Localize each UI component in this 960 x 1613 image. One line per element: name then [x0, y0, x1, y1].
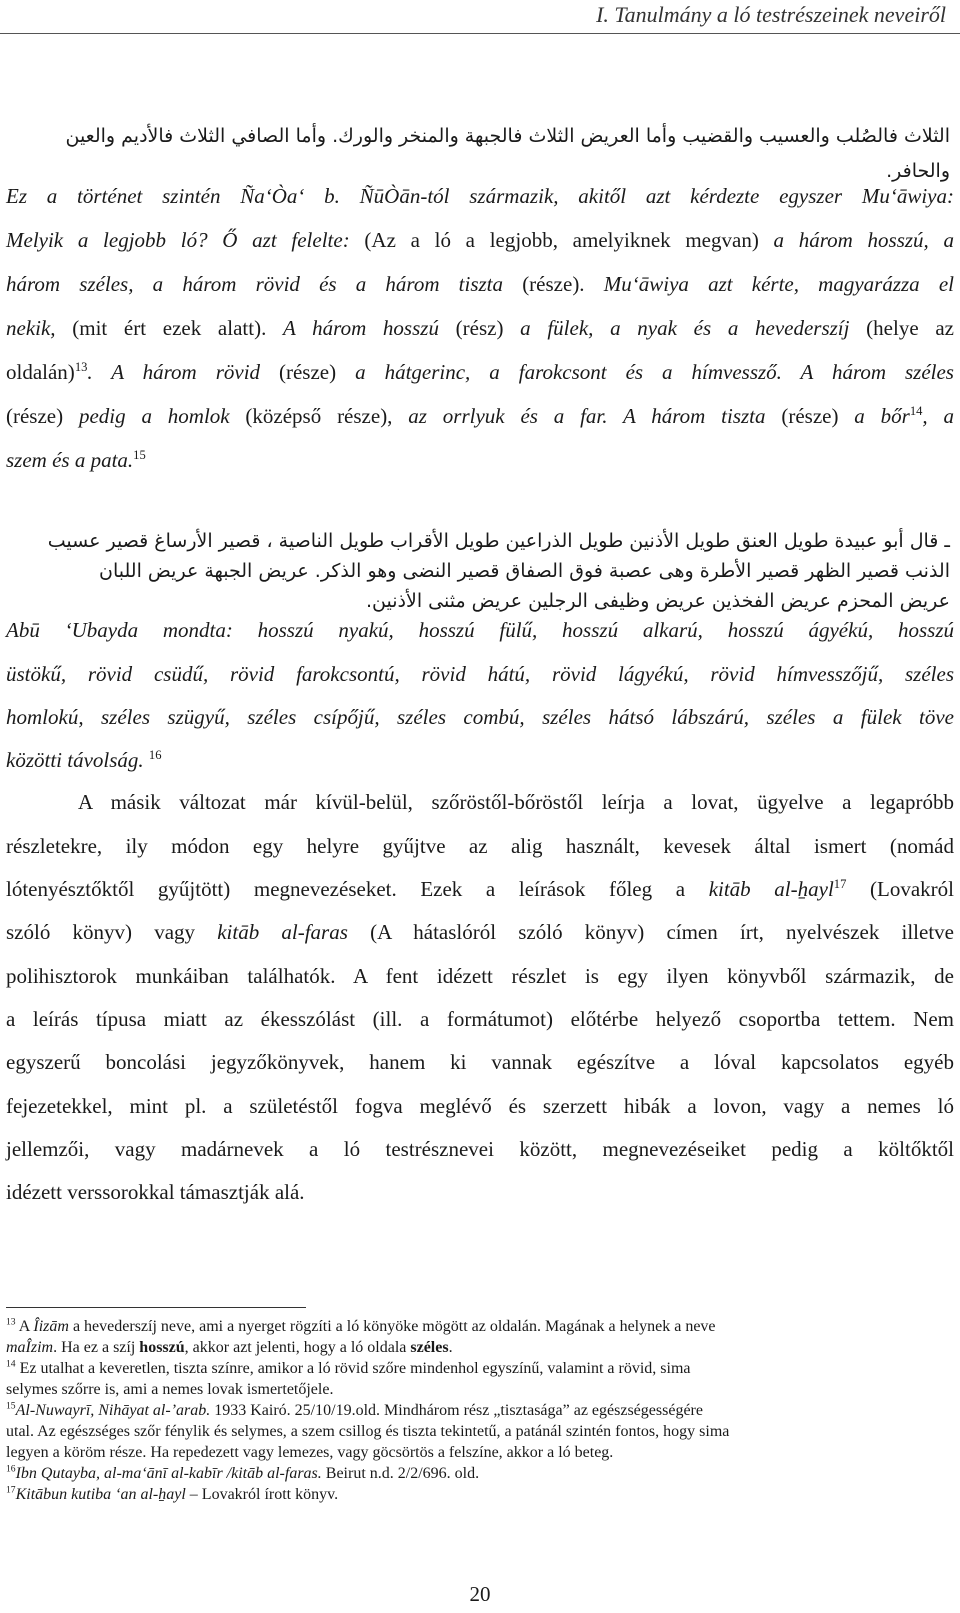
- quote-line: [6, 272, 954, 297]
- paragraph-line: [6, 834, 954, 859]
- quote-text: nekik,: [6, 316, 56, 340]
- page-number: 20: [469, 1582, 491, 1606]
- arabic-line-1: الثلاث فالصُلب والعسيب والقضيب وأما العريض الثلاث فالجبهة والمنخر والورك. وأما الصافي الثلاث فالأديم والعين: [65, 125, 950, 147]
- quote-text: , a: [922, 404, 954, 428]
- paragraph-text: a leírás típusa miatt az ékesszólást (ill. a formátumot) előtérbe helyező csoportba tettem. Nem: [6, 1007, 954, 1031]
- footnote-divider: [6, 1307, 306, 1308]
- footnote-text: 1933 Kairó. 25/10/19.old. Mindhárom rész „tisztasága” az egészségességére: [210, 1402, 703, 1419]
- paragraph-text: (Lovakról: [846, 877, 954, 901]
- paragraph-text: polihisztorok munkáiban találhatók. A fent idézett részlet is egy ilyen könyvből származik, de: [6, 964, 954, 988]
- quote-insert: (Az a ló a legjobb, amelyiknek megvan): [349, 228, 774, 252]
- quote-insert: (rész): [438, 316, 521, 340]
- arabic-line-2: والحافر.: [886, 160, 950, 182]
- footnote-term: Kitābun kutiba ‘an al-ẖayl: [15, 1486, 186, 1503]
- quote-text: a három hosszú, a: [773, 228, 955, 252]
- quote-insert: (középső része),: [229, 404, 409, 428]
- paragraph-text: részletekre, ily módon egy helyre gyűjtve az alig használt, kevesek által ismert (nomád: [6, 834, 954, 858]
- paragraph-line: [6, 1050, 954, 1075]
- footnote-text: selymes szőrre is, ami a nemes lovak ismertetőjele.: [6, 1381, 334, 1398]
- footnote-16: [6, 1463, 956, 1484]
- paragraph-text: fejezetekkel, mint pl. a születéstől fogva meglévő és szerzett hibák a lovon, vagy a nemes ló: [6, 1094, 954, 1118]
- paragraph-text: (A hátaslóról szóló könyv) címen írt, nyelvészek illetve: [347, 920, 954, 944]
- paragraph-line: [6, 877, 954, 902]
- header-divider: [0, 33, 960, 34]
- paragraph-line: [6, 964, 954, 989]
- footnote-term: Ibn Qutayba, al-ma‘ānī al-kabīr /kitāb al-faras.: [15, 1465, 322, 1482]
- quote-text: pedig a homlok: [78, 404, 230, 428]
- footnote-number: 14: [6, 1358, 16, 1370]
- footnote-text: Beirut n.d. 2/2/696. old.: [321, 1465, 480, 1482]
- quote-text: A három hosszú: [283, 316, 439, 340]
- quote-text: közötti távolság.: [6, 748, 144, 772]
- paragraph-line: [78, 790, 954, 815]
- footnote-17: [6, 1484, 956, 1505]
- quote-text: A három tiszta: [607, 404, 766, 428]
- term-text: kitāb al-ẖayl: [708, 877, 834, 901]
- quote-text: homlokú, széles szügyű, széles csípőjű, széles combú, széles hátsó lábszárú, széles a fülek töve: [6, 705, 954, 729]
- quote-line: [6, 448, 954, 473]
- quote-text: A három széles: [781, 360, 954, 384]
- quote-insert: (mit ért ezek alatt).: [55, 316, 284, 340]
- quote-line: [6, 404, 954, 429]
- quote-line: [6, 618, 954, 643]
- footnote-bold: széles: [410, 1339, 449, 1356]
- footnote-15: [6, 1400, 956, 1463]
- paragraph-text: idézett verssorokkal támasztják alá.: [6, 1180, 305, 1204]
- paragraph-text: lótenyésztőktől gyűjtött) megnevezéseket. Ezek a leírások főleg a: [6, 877, 709, 901]
- quote-insert: (része): [765, 404, 855, 428]
- quote-text: a hátgerinc, a farokcsont és a hímvessző.: [355, 360, 782, 384]
- running-header: I. Tanulmány a ló testrészeinek neveiről: [596, 2, 946, 27]
- quote-text: az orrlyuk és a far.: [408, 404, 608, 428]
- quote-text: a bőr: [854, 404, 910, 428]
- paragraph-text: A másik változat már kívül-belül, szőröstől-bőröstől leírja a lovat, ügyelve a legapróbb: [78, 790, 954, 814]
- footnote-13: [6, 1316, 956, 1358]
- footnote-text: , akkor azt jelenti, hogy a ló oldala: [184, 1339, 411, 1356]
- quote-insert: (helye az: [849, 316, 954, 340]
- footnote-ref: 14: [909, 404, 923, 418]
- footnote-14: [6, 1358, 956, 1400]
- footnote-ref: 17: [833, 877, 847, 891]
- footnote-term: maÎzim: [6, 1339, 54, 1356]
- footnote-ref: 13: [74, 360, 88, 374]
- quote-insert: oldalán): [6, 360, 75, 384]
- footnote-number: 15: [6, 1400, 16, 1412]
- paragraph-text: jellemzői, vagy madárnevek a ló testrésznevei között, megnevezéseiket pedig a költőktől: [6, 1137, 954, 1161]
- quote-line: [6, 360, 954, 385]
- quote-text: három széles, a három rövid és a három tiszta: [6, 272, 504, 296]
- quote-text: Melyik a legjobb ló? Ő azt felelte:: [6, 228, 350, 252]
- paragraph-line: [6, 1137, 954, 1162]
- footnote-text: a hevederszíj neve, ami a nyerget rögzíti a ló könyöke mögött az oldalán. Magának a helynek a neve: [68, 1318, 716, 1335]
- arabic-line-1: ـ قال أبو عبيدة طويل العنق طويل الأذنين طويل الذراعين طويل الأقراب طويل الناصية ، قصير الأرساغ قصير عسيب: [47, 530, 950, 552]
- footnote-ref: 16: [148, 748, 162, 762]
- footnote-bold: hosszú: [139, 1339, 185, 1356]
- paragraph-text: egyszerű boncolási jegyzőkönyvek, hanem ki vannak egészítve a lóval kapcsolatos egyéb: [6, 1050, 954, 1074]
- footnote-text: utal. Az egészséges szőr fénylik és selymes, a szem csillog és tiszta tekintetű, a patánál szintén fontos, hogy sima: [6, 1423, 730, 1440]
- quote-text: szem és a pata.: [6, 448, 134, 472]
- arabic-line-3: عريض المحزم عريض الفخذين عريض وظيفى الرجلين عريض مثنى الأذنين.: [366, 590, 950, 612]
- quote-line: [6, 316, 954, 341]
- paragraph-text: szóló könyv) vagy: [6, 920, 218, 944]
- quote-text: Abū ‘Ubayda mondta: hosszú nyakú, hosszú fülű, hosszú alkarú, hosszú ágyékú, hosszú: [6, 618, 954, 642]
- paragraph-line: [6, 920, 954, 945]
- quote-text: üstökű, rövid csüdű, rövid farokcsontú, rövid hátú, rövid lágyékú, rövid hímvesszőjű, széles: [6, 662, 954, 686]
- quote-line: [6, 662, 954, 687]
- quote-line: [6, 705, 954, 730]
- footnote-term: Al-Nuwayrī, Nihāyat al-’arab.: [15, 1402, 211, 1419]
- quote-text: . A három rövid: [87, 360, 261, 384]
- footnote-text: .: [448, 1339, 453, 1356]
- footnote-ref: 15: [133, 448, 146, 462]
- paragraph-line: [6, 1007, 954, 1032]
- paragraph-line: [6, 1094, 954, 1119]
- footnote-text: – Lovakról írott könyv.: [185, 1486, 339, 1503]
- footnote-number: 13: [6, 1316, 16, 1328]
- quote-insert: (része).: [503, 272, 604, 296]
- quote-text: a fülek, a nyak és a hevederszíj: [520, 316, 850, 340]
- quote-text: Mu‘āwiya azt kérte, magyarázza el: [603, 272, 954, 296]
- term-text: kitāb al-faras: [217, 920, 348, 944]
- arabic-line-2: الذنب قصير الظهر قصير الأطرة وهى عصبة فوق الصفاق قصير النضى وهو الذكر. عريض الجبهة عريض اللبان: [99, 560, 950, 582]
- quote-insert: (része): [6, 404, 79, 428]
- paragraph-line: [6, 1180, 954, 1205]
- footnote-text: legyen a köröm része. Ha repedezett vagy lemezes, vagy göcsörtös a felszíne, akkor a ló beteg.: [6, 1444, 614, 1461]
- footnote-text: A: [15, 1318, 34, 1335]
- quote-line: [6, 184, 954, 209]
- footnote-number: 16: [6, 1463, 16, 1475]
- quote-line: [6, 228, 954, 253]
- footnote-text: Ez utalhat a keveretlen, tiszta színre, amikor a ló rövid szőre mindenhol egyszínű, valamint a rövid, sima: [15, 1360, 691, 1377]
- quote-line: [6, 748, 954, 773]
- footnote-text: . Ha ez a szíj: [53, 1339, 140, 1356]
- footnote-number: 17: [6, 1484, 16, 1496]
- quote-text: Ez a történet szintén Ña‘Òa‘ b. ÑūÒān-tól származik, akitől azt kérdezte egyszer Mu‘āwiya:: [6, 184, 954, 208]
- footnote-term: Îizām: [33, 1318, 69, 1335]
- quote-insert: (része): [260, 360, 356, 384]
